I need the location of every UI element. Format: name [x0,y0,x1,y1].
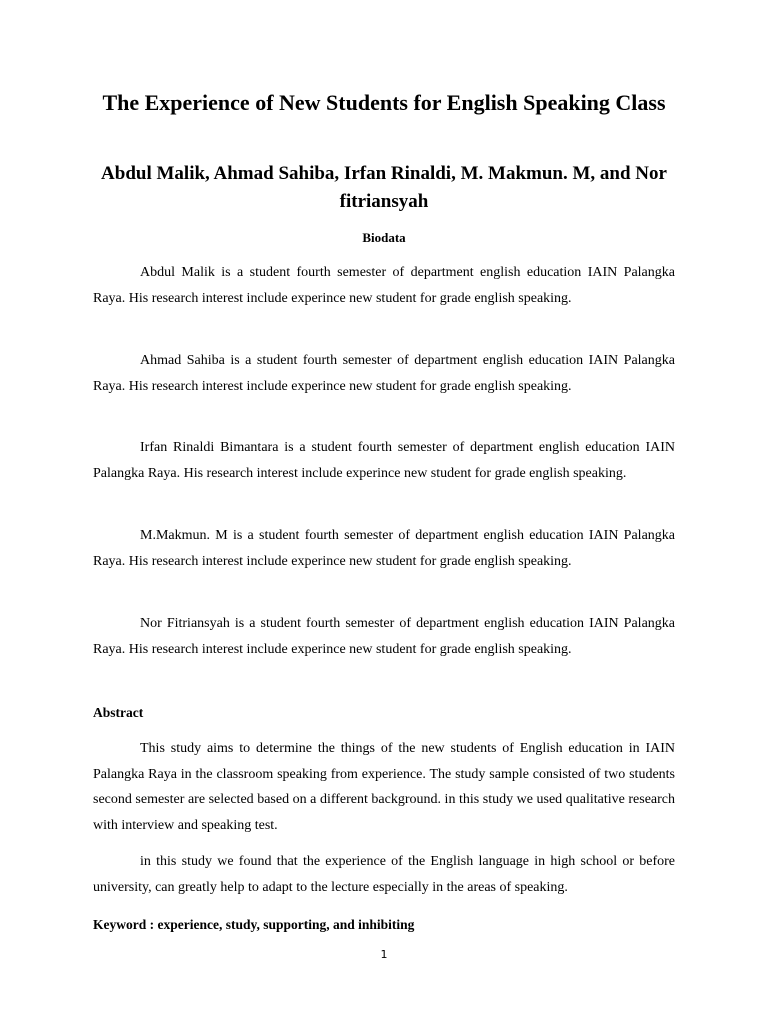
biodata-paragraph: Abdul Malik is a student fourth semester of department english education IAIN Palangka Raya. His research interest include experince new student for grade english speaking. [93,265,675,306]
author-list: Abdul Malik, Ahmad Sahiba, Irfan Rinaldi, M. Makmun. M, and Nor fitriansyah [101,163,667,212]
page-number: 1 [380,948,388,961]
abstract-paragraph: This study aims to determine the things of the new students of English education in IAIN Palangka Raya in the classroom speaking from experience. The study sample consisted of two students second semester are selected based on a different background. in this study we used qualitative research with interview and speaking test. [93,741,675,833]
paper-title: The Experience of New Students for English Speaking Class [102,90,666,115]
biodata-paragraph: Ahmad Sahiba is a student fourth semester of department english education IAIN Palangka Raya. His research interest include experince new student for grade english speaking. [93,353,675,394]
biodata-heading: Biodata [362,230,406,245]
abstract-heading: Abstract [93,705,144,720]
keyword-line: Keyword : experience, study, supporting, and inhibiting [93,917,415,932]
biodata-paragraph: M.Makmun. M is a student fourth semester of department english education IAIN Palangka Raya. His research interest include experince new student for grade english speaking. [93,528,675,569]
abstract-paragraph: in this study we found that the experience of the English language in high school or before university, can greatly help to adapt to the lecture especially in the areas of speaking. [93,854,675,895]
biodata-paragraph: Nor Fitriansyah is a student fourth semester of department english education IAIN Palangka Raya. His research interest include experince new student for grade english speaking. [93,616,675,657]
biodata-paragraph: Irfan Rinaldi Bimantara is a student fourth semester of department english education IAIN Palangka Raya. His research interest include experince new student for grade english speaking. [93,440,675,481]
